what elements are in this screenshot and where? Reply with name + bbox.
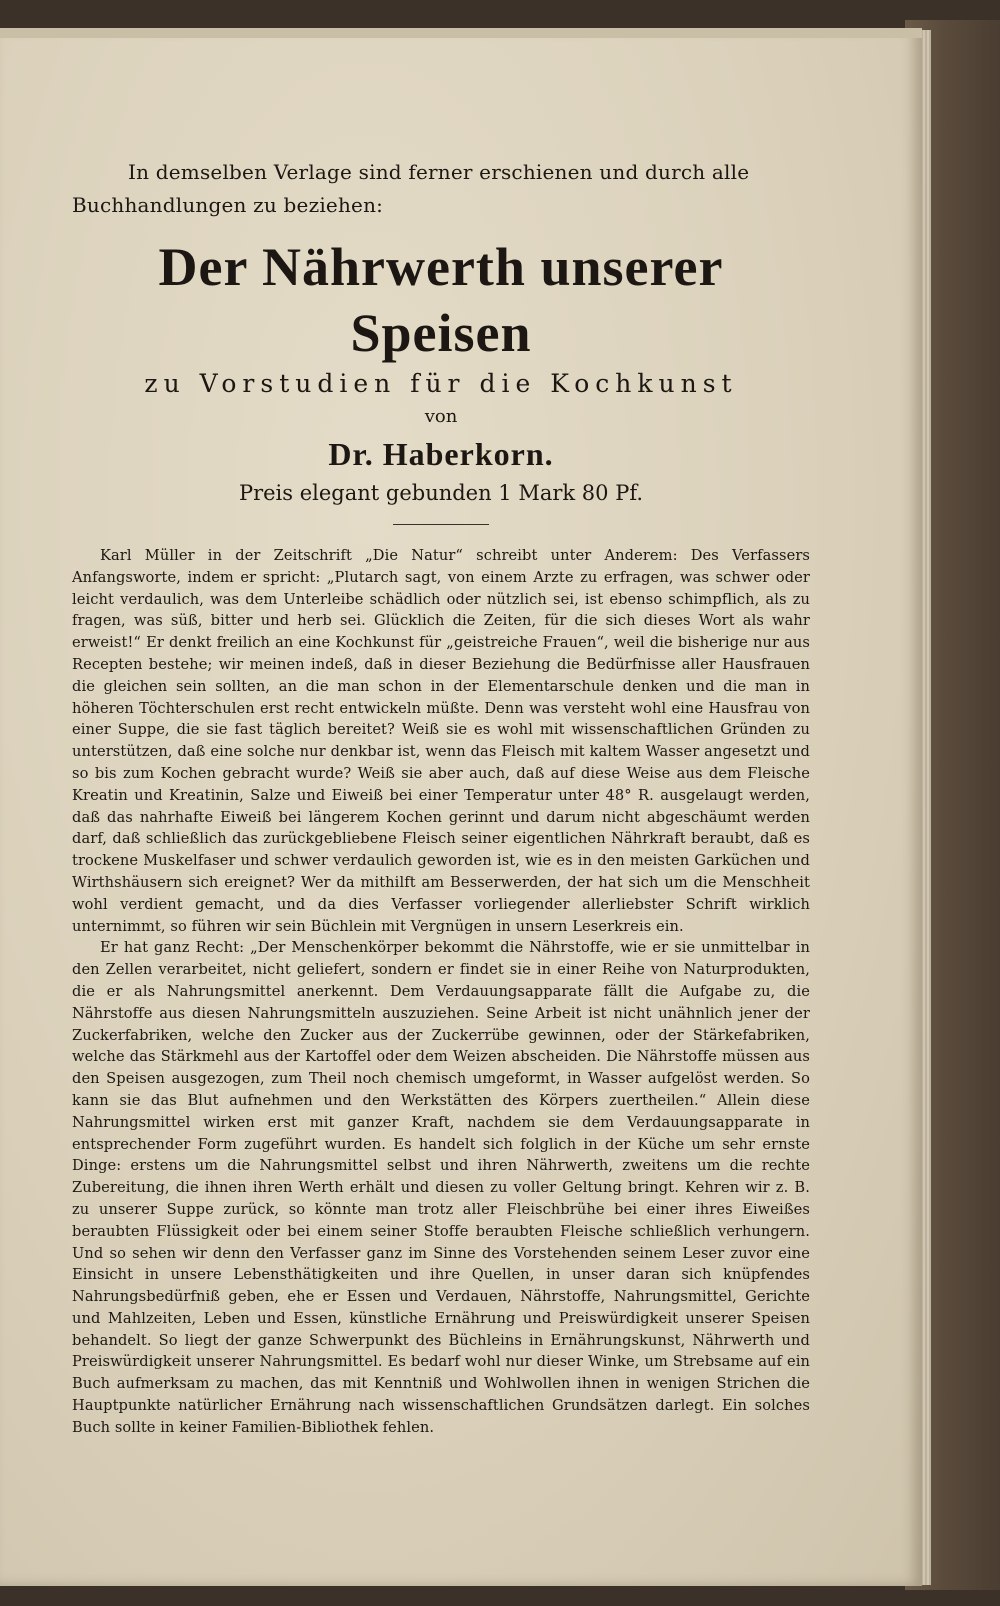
publisher-intro: In demselben Verlage sind ferner erschienen und durch alle Buchhandlungen zu beziehen: <box>72 160 750 217</box>
page-top-strip <box>0 28 922 38</box>
book-title: Der Nährwerth unserer Speisen <box>158 237 724 363</box>
review-paragraph-2: Er hat ganz Recht: „Der Menschenkörper bekommt die Nährstoffe, wie er sie unmittelbar in den Zellen verarbeitet, nicht geliefert, sondern er findet sie in einer Reihe von Naturprodukten, die er als Nahrungsmittel anerkennt. Dem Verdauungsapparate fällt die Aufgabe zu, die Nährstoffe aus diesen Nahrungsmitteln auszuziehen. Seine Arbeit ist nicht unähnlich jener der Zuckerfabriken, welche den Zucker aus der Zuckerrübe gewinnen, oder der Stärkefabriken, welche das Stärkmehl aus der Kartoffel oder dem Weizen abscheiden. Die Nährstoffe müssen aus den Speisen ausgezogen, zum Theil noch chemisch umgeformt, in Wasser aufgelöst werden. So kann sie das Blut aufnehmen und den Werkstätten des Körpers zuertheilen.“ Allein diese Nahrungsmittel wirken erst mit ganzer Kraft, nachdem sie dem Verdauungsapparate in entsprechender Form zugeführt wurden. Es handelt sich folglich in der Küche um sehr ernste Dinge: erstens um die Nahrungsmittel selbst und ihren Nährwerth, zweitens um die rechte Zubereitung, die ihnen ihren Werth erhält und diesen zu voller Geltung bringt. Kehren wir z. B. zu unserer Suppe zurück, so könnte man trotz aller Fleischbrühe bei einer ihres Eiweißes beraubten Flüssigkeit oder bei einem seiner Stoffe beraubten Fleische schließlich verhungern. Und so sehen wir denn den Verfasser ganz im Sinne des Vorstehenden seinem Leser zuvor eine Einsicht in unsere Lebensthätigkeiten und ihre Quellen, in unser daran sich knüpfendes Nahrungsbedürfniß geben, ehe er Essen und Verdauen, Nährstoffe, Nahrungsmittel, Gerichte und Mahlzeiten, Leben und Essen, künstliche Ernährung und Preiswürdigkeit unserer Speisen behandelt. So liegt der ganze Schwerpunkt des Büchleins in Ernährungskunst, Nährwerth und Preiswürdigkeit unserer Nahrungsmittel. Es bedarf wohl nur dieser Winke, um Strebsame auf ein Buch aufmerksam zu machen, das mit Kenntniß und Wohlwollen ihnen in wenigen Strichen die Hauptpunkte natürlicher Ernährung nach wissenschaftlichen Grundsätzen darlegt. Ein solches Buch sollte in keiner Familien-Bibliothek fehlen. <box>72 939 810 1436</box>
book-price: Preis elegant gebunden 1 Mark 80 Pf. <box>238 481 644 505</box>
by-line: von <box>424 406 458 427</box>
book-author: Dr. Haberkorn. <box>328 436 554 472</box>
review-paragraph-1: Karl Müller in der Zeitschrift „Die Natur“ schreibt unter Anderem: Des Verfassers Anfangsworte, indem er spricht: „Plutarch sagt, von einem Arzte zu erfragen, was schwer oder leicht verdaulich, was dem Unterleibe schädlich oder nützlich sei, ist ebenso schimpflich, als zu fragen, was süß, bitter und herb sei. Glücklich die Zeiten, für die sich dieses Wort als wahr erweist!“ Er denkt freilich an eine Kochkunst für „geistreiche Frauen“, weil die bisherige nur aus Recepten bestehe; wir meinen indeß, daß in dieser Beziehung die Bedürfnisse aller Hausfrauen die gleichen sein sollten, an die man schon in der Elementarschule denken und die man in höheren Töchterschulen erst recht entwickeln müßte. Denn was versteht wohl eine Hausfrau von einer Suppe, die sie fast täglich bereitet? Weiß sie es wohl mit wissenschaftlichen Gründen zu unterstützen, daß eine solche nur denkbar ist, wenn das Fleisch mit kaltem Wasser angesetzt und so bis zum Kochen gebracht wurde? Weiß sie aber auch, daß auf diese Weise aus dem Fleische Kreatin und Kreatinin, Salze und Eiweiß bei einer Temperatur unter 48° R. ausgelaugt werden, daß das nahrhafte Eiweiß bei längerem Kochen gerinnt und darum nicht abgeschäumt werden darf, daß schließlich das zurückgebliebene Fleisch seiner eigentlichen Nährkraft beraubt, daß es trockene Muskelfaser und schwer verdaulich geworden ist, wie es in den meisten Garküchen und Wirthshäusern sich ereignet? Wer da mithilft am Besserwerden, der hat sich um die Menschheit wohl verdient gemacht, und da dies Verfasser vorliegender allerliebster Schrift wirklich unternimmt, so führen wir sein Büchlein mit Vergnügen in unsern Leserkreis ein. <box>72 547 810 935</box>
divider-rule <box>393 524 489 525</box>
review-text <box>72 545 810 1439</box>
page-content <box>72 156 810 1439</box>
book-subtitle: zu Vorstudien für die Kochkunst <box>144 369 738 398</box>
book-page <box>0 28 922 1586</box>
